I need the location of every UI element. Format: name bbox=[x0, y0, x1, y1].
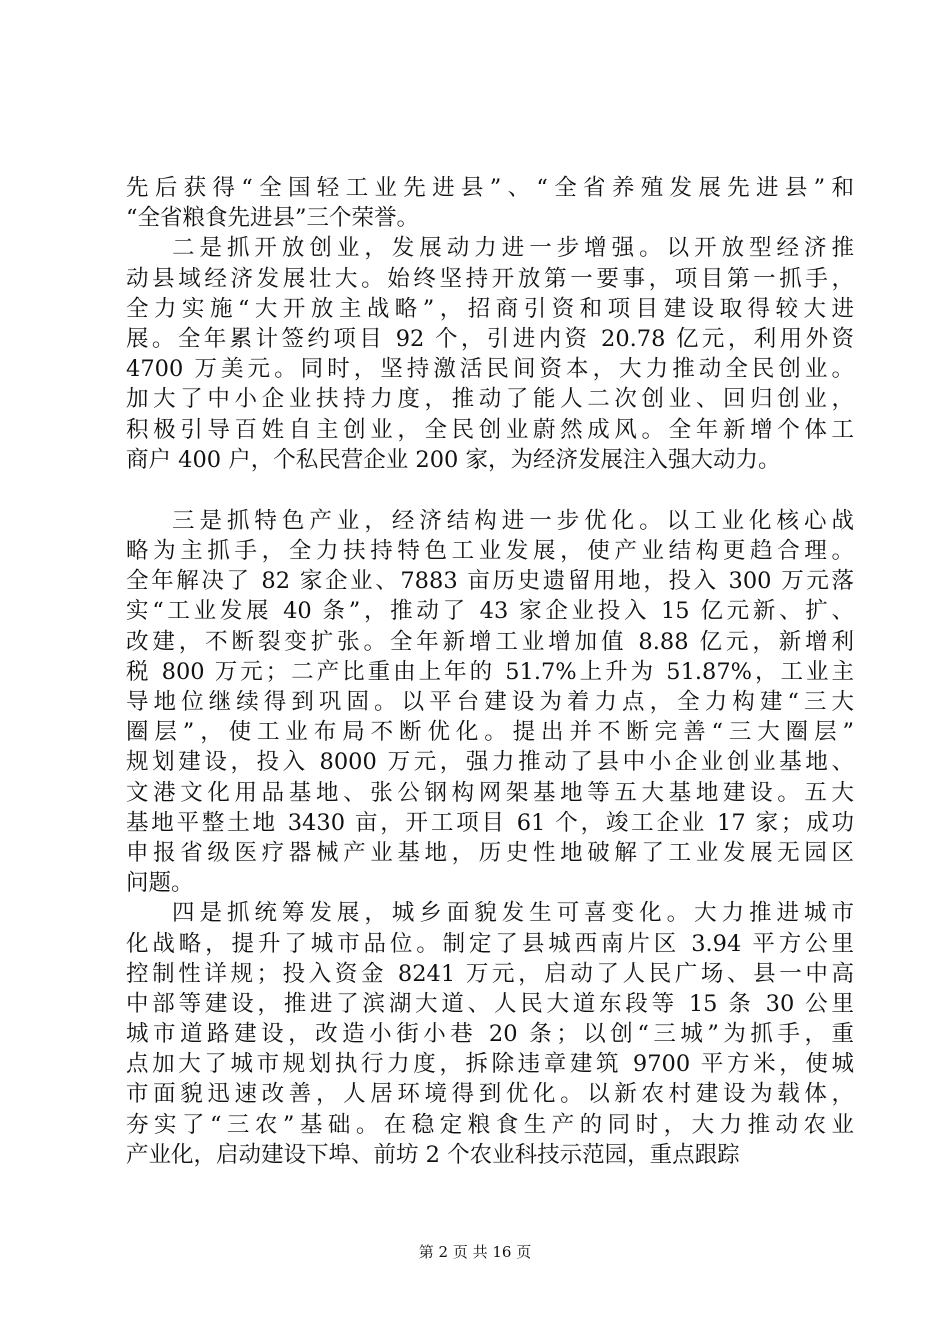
text-line: 四是抓统筹发展，城乡面貌发生可喜变化。大力推进城市 bbox=[172, 900, 854, 927]
text-line: 实“工业发展 40 条”，推动了 43 家企业投入 15 亿元新、扩、 bbox=[126, 598, 854, 625]
text-line: 二是抓开放创业，发展动力进一步增强。以开放型经济推 bbox=[172, 235, 854, 262]
text-line: 积极引导百姓自主创业，全民创业蔚然成风。全年新增个体工 bbox=[126, 416, 854, 443]
text-line: 商户 400 户，个私民营企业 200 家，为经济发展注入强大动力。 bbox=[126, 446, 781, 473]
text-line: 动县域经济发展壮大。始终坚持开放第一要事，项目第一抓手， bbox=[126, 265, 854, 292]
paragraph bbox=[126, 506, 854, 898]
paragraph-gap bbox=[126, 475, 854, 506]
text-line: 加大了中小企业扶持力度，推动了能人二次创业、回归创业， bbox=[126, 386, 854, 413]
text-line: 先后获得“全国轻工业先进县”、“全省养殖发展先进县”和 bbox=[126, 175, 854, 201]
text-line: “全省粮食先进县”三个荣誉。 bbox=[126, 205, 420, 232]
text-line: 全年解决了 82 家企业、7883 亩历史遗留用地，投入 300 万元落 bbox=[126, 568, 854, 595]
text-line: 市面貌迅速改善，人居环境得到优化。以新农村建设为载体， bbox=[126, 1081, 854, 1108]
text-line: 圈层”，使工业布局不断优化。提出并不断完善“三大圈层” bbox=[126, 719, 854, 746]
text-line: 展。全年累计签约项目 92 个，引进内资 20.78 亿元，利用外资 bbox=[126, 325, 854, 352]
paragraph bbox=[126, 173, 854, 233]
text-line: 申报省级医疗器械产业基地，历史性地破解了工业发展无园区 bbox=[126, 839, 854, 866]
text-line: 导地位继续得到巩固。以平台建设为着力点，全力构建“三大 bbox=[126, 689, 854, 715]
text-line: 略为主抓手，全力扶持特色工业发展，使产业结构更趋合理。 bbox=[126, 538, 854, 565]
text-line: 产业化，启动建设下埠、前坊 2 个农业科技示范园，重点跟踪 bbox=[126, 1141, 740, 1168]
paragraph bbox=[126, 233, 854, 475]
text-line: 化战略，提升了城市品位。制定了县城西南片区 3.94 平方公里 bbox=[126, 930, 854, 957]
text-line: 中部等建设，推进了滨湖大道、人民大道东段等 15 条 30 公里 bbox=[126, 990, 854, 1017]
document-body bbox=[126, 173, 854, 1170]
text-line: 三是抓特色产业，经济结构进一步优化。以工业化核心战 bbox=[172, 507, 854, 534]
page-footer: 第 2 页 共 16 页 bbox=[418, 1243, 532, 1261]
text-line: 基地平整土地 3430 亩，开工项目 61 个，竣工企业 17 家；成功 bbox=[126, 809, 854, 836]
text-line: 全力实施“大开放主战略”，招商引资和项目建设取得较大进 bbox=[126, 295, 854, 322]
paragraph bbox=[126, 898, 854, 1170]
text-line: 文港文化用品基地、张公钢构网架基地等五大基地建设。五大 bbox=[126, 779, 854, 806]
text-line: 控制性详规；投入资金 8241 万元，启动了人民广场、县一中高 bbox=[126, 960, 854, 987]
text-line: 夯实了“三农”基础。在稳定粮食生产的同时，大力推动农业 bbox=[126, 1111, 854, 1138]
text-line: 改建，不断裂变扩张。全年新增工业增加值 8.88 亿元，新增利 bbox=[126, 628, 854, 655]
text-line: 城市道路建设，改造小街小巷 20 条；以创“三城”为抓手，重 bbox=[126, 1021, 854, 1048]
text-line: 点加大了城市规划执行力度，拆除违章建筑 9700 平方米，使城 bbox=[126, 1051, 854, 1078]
text-line: 规划建设，投入 8000 万元，强力推动了县中小企业创业基地、 bbox=[126, 749, 854, 776]
text-line: 问题。 bbox=[126, 870, 194, 897]
text-line: 4700 万美元。同时，坚持激活民间资本，大力推动全民创业。 bbox=[126, 356, 854, 383]
text-line: 税 800 万元；二产比重由上年的 51.7%上升为 51.87%，工业主 bbox=[126, 658, 854, 685]
